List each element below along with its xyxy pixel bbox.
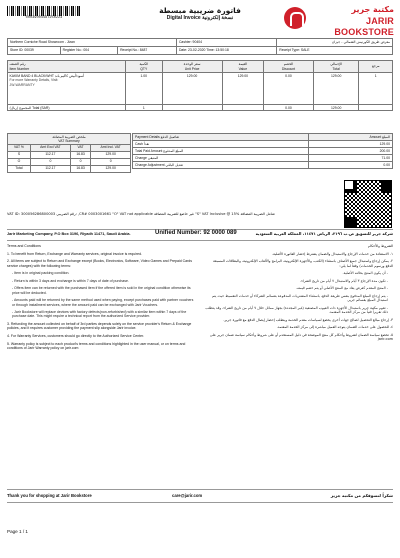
term-item: 2. All items are subject to Return and Exchange except (Books, Electronics, Software, Video Games and Prepaid Cards service charges) with the following terms:	[7, 259, 192, 268]
item-total: 129.00	[313, 73, 359, 105]
vat-col-excl: Amt Excl VAT	[30, 144, 70, 151]
table-row: Change Adjustment تعديل الباقي 0.00	[133, 162, 393, 169]
divider	[7, 489, 393, 490]
company-address-en: Jarir Marketing Company, P.O Box 3196, Riyadh 11471, Saudi Arabia.	[7, 232, 131, 236]
totals-total: 129.00	[313, 105, 359, 111]
term-item: 5. Warranty policy is subject to each product's terms and conditions highlighted in the user manual, or on terms and conditions of Jarir Warranty policy on jarir.com	[7, 341, 186, 350]
col-qty: الكمية QTY	[126, 61, 163, 73]
payment-amount-header: Amount المبلغ	[308, 134, 392, 141]
table-row: Change المتبقي 71.00	[133, 155, 393, 162]
barcode-number: 00039004487250223	[25, 16, 63, 20]
term-item-ar: ٣. إرجاع مبالغ التحصيل لصالح جهات أخرى يخضع لسياسات مقدم الخدمة ويتطلب إحضار إيصال الدفع مع فاتورة جرير.	[223, 317, 393, 322]
term-item: 4. For Warranty Services, customers should go directly to the Authorized Service Center.	[7, 333, 145, 338]
invoice-title	[130, 6, 270, 22]
table-row: Total Paid Amount المبلغ المدفوع 200.00	[133, 148, 393, 155]
store-name-en: Northern Corniche Road Showroom - Jizan	[8, 39, 177, 47]
col-discount: الخصم Discount	[264, 61, 314, 73]
logo-text-ar: مكتبة جرير	[351, 5, 394, 14]
vat-note: VAT ID: 300056286800003 رقم الضريبي: ,CR# 0003001661 "O" VAT not applicable غير خاضع للضريبة المضافة "S" VAT Inclusive @ 15% شامل الضريبة المضافة	[7, 212, 275, 216]
col-unit-price: سعر الوحدة Unit Price	[162, 61, 222, 73]
terms-en	[7, 244, 195, 353]
col-value: القيمة Value	[222, 61, 264, 73]
totals-discount: 0.00	[264, 105, 314, 111]
divider	[7, 502, 393, 503]
qr-code[interactable]	[344, 180, 392, 228]
thanks-ar: شكراً لتسوقكم من مكتبة جرير	[330, 493, 393, 498]
invoice-title-ar: فاتورة ضريبية مبسطة	[159, 6, 241, 15]
store-info-table	[7, 38, 393, 55]
payment-title: Payment Details تفاصيل الدفع	[133, 134, 309, 141]
thanks-line	[7, 493, 393, 501]
barcode-image	[7, 6, 81, 16]
vat-col-percent: VAT %	[8, 144, 31, 151]
jarir-logo	[274, 4, 394, 38]
receipt-type: Receipt Type: SALE	[277, 47, 393, 55]
terms-heading-ar: الشروط والأحكام	[367, 244, 393, 248]
term-subitem: - Jarir Bookstore will replace devices with factory defects(non-refurbished) with a similar item within 7 days of the purchase date. This might require a technical report from the authorized Service provider.	[12, 310, 187, 319]
term-item-ar: ٢. يمكن إرجاع واستبدال جميع الأصناف باستثناء (الكتب، والأجهزة الإلكترونية، البرامج والألعاب الإلكترونية، والبطاقات المسبقة الدفع ورسوم الخدمات) وفقاً لما يلي:	[213, 259, 393, 268]
table-row: S 112.17 16.83 129.00	[8, 151, 131, 158]
col-total: الإجمالي Total	[313, 61, 359, 73]
store-name-ar: معرض طريق الكورنيش الشمالي - جيزان	[277, 39, 393, 47]
term-subitem: - Item is in original packing condition.	[12, 271, 70, 276]
thanks-en: Thank you for shopping at Jarir Bookstore	[7, 493, 92, 498]
term-subitem-ar: - تكون مدة الإرجاع ٣ أيام والاستبدال ٧ أيام من تاريخ الشراء.	[300, 278, 388, 283]
table-row: O 0 0 0	[8, 158, 131, 165]
term-subitem-ar: - أن يكون المنتج بحالته الأصلية.	[342, 271, 388, 276]
item-qty: 1.00	[126, 73, 163, 105]
vat-col-vat: VAT	[70, 144, 90, 151]
item-unit-price: 129.00	[162, 73, 222, 105]
col-ref: مرجع	[359, 61, 393, 73]
term-subitem: - Offers item can be returned with the purchased item if the offered item is sold in the original condition otherwise its price will be deducted.	[12, 286, 191, 295]
invoice-subtitle: Digital Invoice نسخة إلكترونية	[166, 15, 234, 22]
col-item: رقم الصنف Item Number	[8, 61, 126, 73]
term-item-ar: ٥. تخضع سياسة الضمان لشروط وأحكام كل منتج الموضحة في دليل المستخدم أو على شروط وأحكام سياسة ضمان جرير على jarir.com	[209, 332, 393, 342]
vat-col-incl: Amt Incl. VAT	[91, 144, 131, 151]
vat-summary-title: ملخص الضريبة المضافة VAT Summary	[8, 134, 131, 145]
term-subitem: - Return is within 3 days and exchange is within 7 days of date of purchase.	[12, 278, 129, 283]
item-value: 129.00	[222, 73, 264, 105]
table-row: Cash نقداً 129.00	[133, 141, 393, 148]
items-header-row	[8, 61, 393, 73]
totals-row	[8, 105, 393, 111]
company-address-ar: شركة جرير للتسويق ص.ب ٣١٩٦، الرياض ١١٤٧١، المملكة العربية السعودية	[255, 231, 393, 236]
table-row	[8, 73, 393, 105]
divider	[7, 240, 393, 241]
receipt-date: Date: 23-02-2020 Time: 13:50:18	[176, 47, 276, 55]
item-discount: 0.00	[264, 73, 314, 105]
store-id: Store ID: 00039	[8, 47, 61, 55]
item-ref: 1	[359, 73, 393, 105]
item-description: KAKIM BAND 4 BLACK/WHT أسود/أبيض كاكيم باند For more Warranty Details, Visit: JW-WARRANTY	[8, 73, 126, 105]
vat-summary-table	[7, 133, 131, 173]
care-email-link[interactable]: care@jarir.com	[172, 493, 203, 498]
terms-ar	[205, 244, 393, 345]
term-item: 3. Refunding the amount collected on behalf of 3rd parties depends solely on the service provider's Return & Exchange policies, and it requires customer providing the payment slip alongside Jarir invoice.	[7, 322, 192, 331]
items-table	[7, 60, 393, 111]
logo-text-en: JARIR BOOKSTORE	[334, 16, 394, 38]
unified-number: Unified Number: 92 0000 089	[155, 230, 237, 236]
register-number: Register No.: 004	[60, 47, 117, 55]
page-indicator: Page 1 / 1	[7, 529, 28, 534]
cashier: Cashier: 90404	[176, 39, 276, 47]
term-subitem: - Amounts paid will be returned by the same method used when paying, except purchases paid with partner vouchers or through installment services, where the amount paid can be exchanged with Jarir Vouchers.	[12, 298, 194, 307]
receipt-number: Receipt No.: 8487	[118, 47, 177, 55]
term-item-ar: ٤. للحصول على خدمات الضمان يتوجه العميل مباشرة إلى مركز الخدمة المعتمد.	[276, 325, 393, 330]
term-item-ar: ١. الاستفادة من خدمات الإرجاع والاستبدال والضمان يشترط إحضار الفاتورة الأصلية.	[271, 251, 393, 256]
table-row: Total 112.17 16.83 129.00	[8, 165, 131, 172]
term-subitem-ar: - المنتج المقدم كعرض يعاد مع المنتج الأصلي أو يتم خصم قيمته.	[295, 286, 388, 291]
payment-details-table	[132, 133, 393, 169]
totals-qty: 1	[126, 105, 163, 111]
totals-label: المجموع (ريال) Total (SAR)	[8, 105, 126, 111]
term-subitem-ar: - تقوم مكتبة جرير باستبدال الأجهزة ذات العيوب المصنعية (غير المجددة) بجهاز مماثل خلال ٧ أيام من تاريخ الشراء، وقد يتطلب ذلك تقريراً فنياً من مركز الخدمة المعتمد.	[205, 305, 388, 315]
logo-mark-icon	[284, 7, 306, 29]
term-item: 1. To benefit from Return, Exchange and Warranty services, original invoice is required.	[7, 251, 143, 256]
term-subitem-ar: - يتم إرجاع المبلغ المدفوع بنفس طريقة الدفع، باستثناء المشتريات المدفوعة بقسائم الشركاء أو خدمات التقسيط حيث يتم استبدال المبلغ بقسائم جرير.	[212, 293, 388, 303]
terms-heading: Terms and Conditions	[7, 244, 41, 248]
